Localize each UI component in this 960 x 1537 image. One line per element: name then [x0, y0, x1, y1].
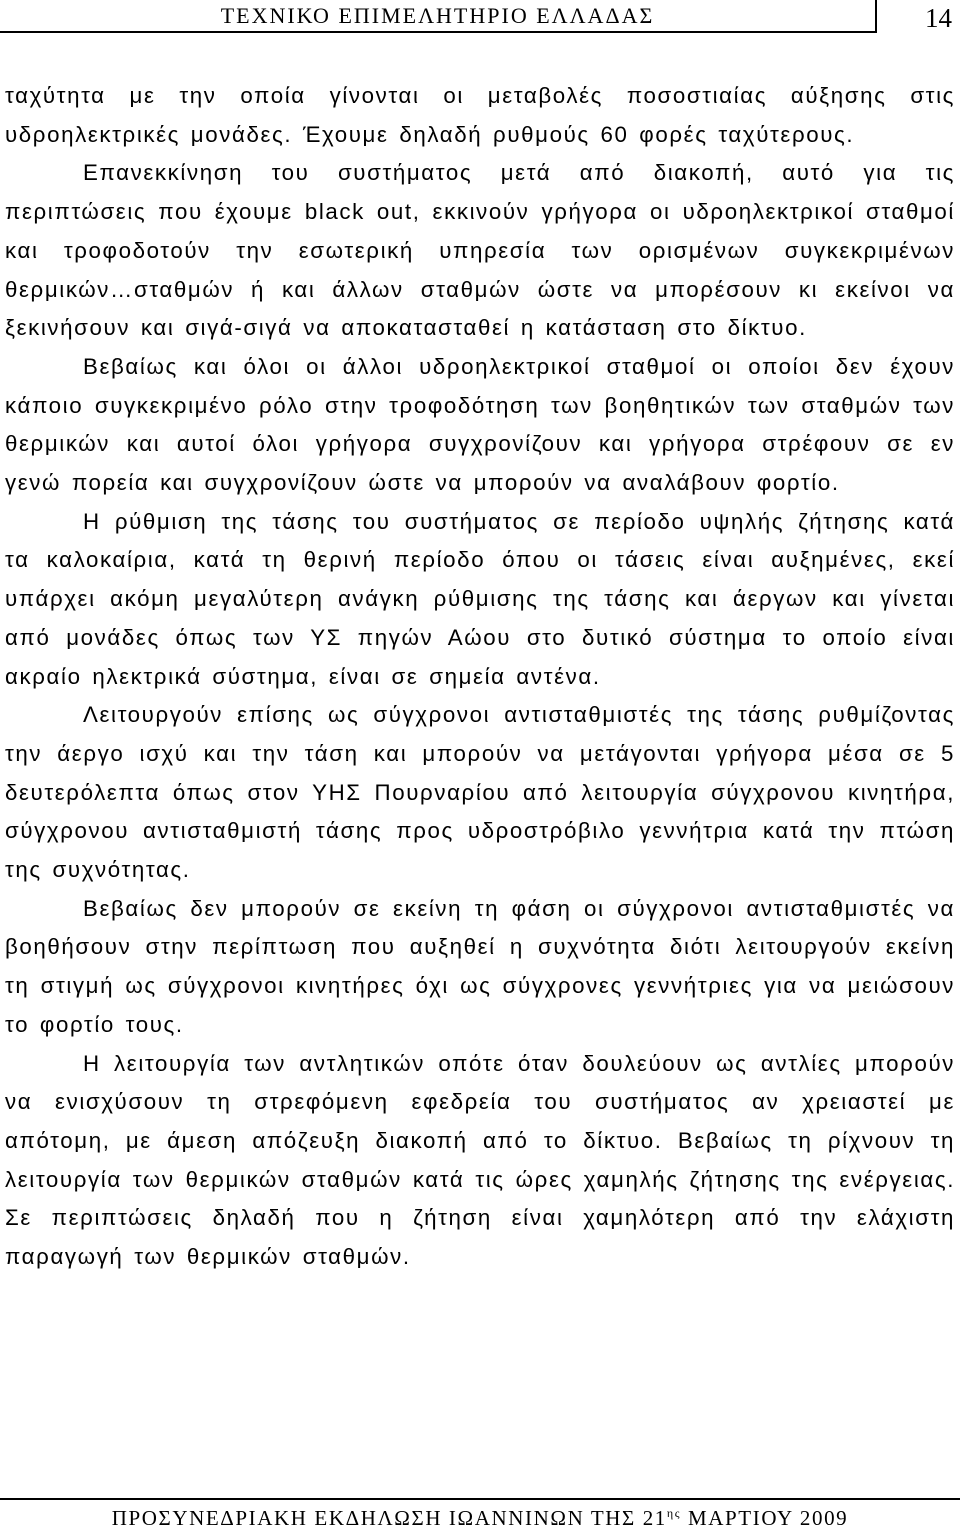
paragraph: ταχύτητα με την οποία γίνονται οι μεταβολές ποσοστιαίας αύξησης στις υδροηλεκτρικές μονάδες. Έχουμε δηλαδή ρυθμούς 60 φορές ταχύτερους. [5, 83, 955, 147]
page-number: 14 [925, 3, 952, 33]
page-footer [0, 1498, 960, 1537]
footer-superscript: ης [666, 1506, 682, 1520]
paragraph: Η ρύθμιση της τάσης του συστήματος σε περίοδο υψηλής ζήτησης κατά τα καλοκαίρια, κατά τη θερινή περίοδο όπου οι τάσεις είναι αυξημένες, εκεί υπάρχει ακόμη μεγαλύτερη ανάγκη ρύθμισης της τάσης και άεργων και γίνεται από μονάδες όπως των ΥΣ πηγών Αώου στο δυτικό σύστημα το οποίο είναι ακραίο ηλεκτρικά σύστημα, είναι σε σημεία αντένα. [5, 508, 955, 689]
paragraph: Η λειτουργία των αντλητικών οπότε όταν δουλεύουν ως αντλίες μπορούν να ενισχύσουν τη στρεφόμενη εφεδρεία του συστήματος αν χρειαστεί με απότομη, με άμεση απόζευξη διακοπή από το δίκτυο. Βεβαίως τη ρίχνουν τη λειτουργία των θερμικών σταθμών κατά τις ώρες χαμηλής ζήτησης της ενέργειας. Σε περιπτώσεις δηλαδή που η ζήτηση είναι χαμηλότερη από την ελάχιστη παραγωγή των θερμικών σταθμών. [5, 1050, 955, 1270]
footer-text-main: ΠΡΟΣΥΝΕΔΡΙΑΚΗ ΕΚΔΗΛΩΣΗ ΙΩΑΝΝΙΝΩΝ ΤΗΣ 21 [111, 1506, 667, 1530]
body-text [5, 77, 955, 1277]
paragraph: Βεβαίως και όλοι οι άλλοι υδροηλεκτρικοί σταθμοί οι οποίοι δεν έχουν κάποιο συγκεκριμένο ρόλο στην τροφοδότηση των βοηθητικών των σταθμών των θερμικών και αυτοί όλοι γρήγορα συγχρονίζουν και γρήγορα στρέφουν σε εν γενώ πορεία και συγχρονίζουν ώστε να μπορούν να αναλάβουν φορτίο. [5, 353, 955, 496]
footer-text-date: ΜΑΡΤΙΟΥ 2009 [681, 1506, 849, 1530]
footer-rule [0, 1498, 960, 1500]
paragraph: Λειτουργούν επίσης ως σύγχρονοι αντισταθμιστές της τάσης ρυθμίζοντας την άεργο ισχύ και την τάση και μπορούν να μετάγονται γρήγορα μέσα σε 5 δευτερόλεπτα όπως στον ΥΗΣ Πουρναρίου από λειτουργία σύγχρονου κινητήρα, σύγχρονου αντισταθμιστή τάσης προς υδροστρόβιλο γεννήτρια κατά την πτώση της συχνότητας. [5, 702, 955, 883]
header-title: ΤΕΧΝΙΚΟ ΕΠΙΜΕΛΗΤΗΡΙΟ ΕΛΛΑΔΑΣ [0, 0, 877, 33]
page-header [0, 0, 960, 36]
footer-text [0, 1503, 960, 1533]
paragraph: Βεβαίως δεν μπορούν σε εκείνη τη φάση οι σύγχρονοι αντισταθμιστές να βοηθήσουν στην περίπτωση που αυξηθεί η συχνότητα διότι λειτουργούν εκείνη τη στιγμή ως σύγχρονοι κινητήρες όχι ως σύγχρονες γεννήτριες για να μειώσουν το φορτίο τους. [5, 895, 955, 1037]
paragraph: Επανεκκίνηση του συστήματος μετά από διακοπή, αυτό για τις περιπτώσεις που έχουμε black out, εκκινούν γρήγορα οι υδροηλεκτρικοί σταθμοί και τροφοδοτούν την εσωτερική υπηρεσία των ορισμένων συγκεκριμένων θερμικών…σταθμών ή και άλλων σταθμών ώστε να μπορέσουν κι εκείνοι να ξεκινήσουν και σιγά-σιγά να αποκατασταθεί η κατάσταση στο δίκτυο. [5, 160, 955, 341]
